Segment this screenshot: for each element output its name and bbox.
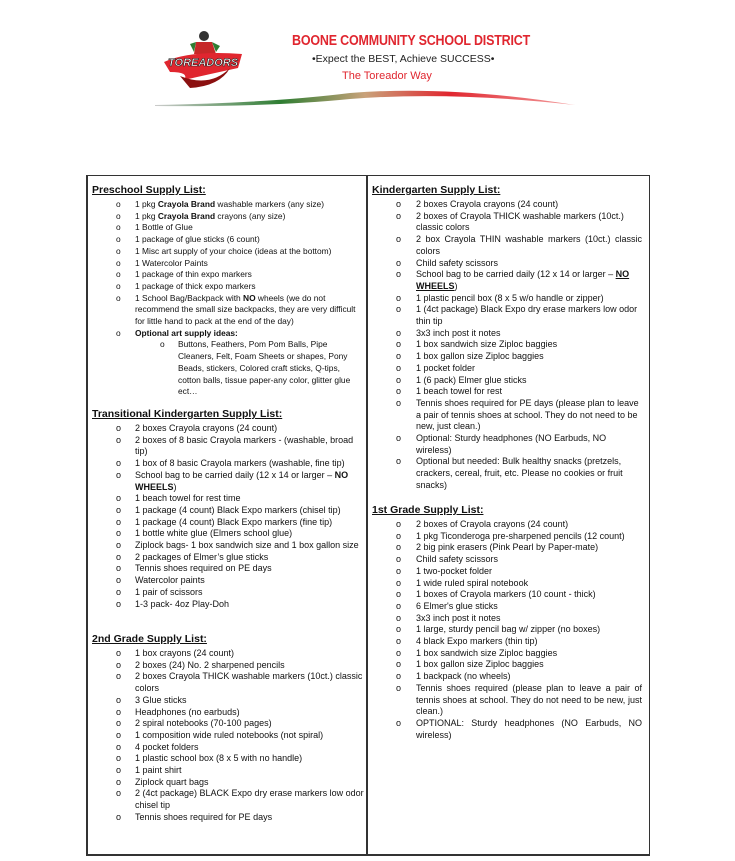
item-text: 1 (4ct package) Black Expo dry erase markers low odor thin tip [416,304,638,327]
list-item [372,589,642,601]
bullet-icon: o [116,257,121,268]
kindergarten-section [372,184,642,492]
item-text: 1 pkg Ticonderoga pre-sharpened pencils (12 count) [416,530,625,541]
second-grade-section [92,633,364,824]
section-title: 1st Grade Supply List: [372,504,484,516]
bullet-icon: o [396,210,402,221]
list-item [92,423,364,435]
item-text: 2 boxes of 8 basic Crayola markers - (washable, broad tip) [135,434,354,457]
svg-text:TOREADORS: TOREADORS [168,57,239,69]
toreadors-logo [160,28,245,90]
list-item [372,234,642,257]
bullet-icon: o [116,504,122,515]
list-item [92,246,364,258]
list-item [92,765,364,777]
item-text: 1 composition wide ruled notebooks (not spiral) [135,729,324,740]
bullet-icon: o [396,682,402,693]
item-text: Ziplock quart bags [135,776,209,787]
bullet-icon: o [116,434,122,445]
item-text: 6 Elmer's glue sticks [416,600,498,611]
bullet-icon: o [396,612,402,623]
item-text: Tennis shoes required for PE days [135,811,273,822]
bullet-icon: o [116,528,122,539]
list-item [92,258,364,270]
list-item [372,636,642,648]
bullet-icon: o [116,648,122,658]
bullet-icon: o [396,339,402,350]
bullet-icon: o [396,636,402,647]
item-text: 1 box gallon size Ziploc baggies [416,351,544,362]
list-item [92,788,364,811]
bullet-icon: o [116,788,122,799]
list-item [92,211,364,223]
item-text: 1 box crayons (24 count) [135,648,235,658]
bullet-icon: o [396,327,402,338]
item-text: 2 (4ct package) BLACK Expo dry erase markers low odor chisel tip [135,788,364,811]
item-text: 1 Watercolor Paints [135,257,208,268]
list-item [92,293,364,328]
list-item [372,601,642,613]
bullet-icon: o [396,671,402,682]
district-motto: •Expect the BEST, Achieve SUCCESS• [312,53,495,65]
list-item [92,458,364,470]
list-item [92,339,364,398]
list-item [372,531,642,543]
item-text: Buttons, Feathers, Pom Pom Balls, Pipe Cleaners, Felt, Foam Sheets or shapes, Pony Beads, stickers, Colored craft sticks, Q-tips, cotton balls, tissue paper-any color, glitter glue ect… [178,339,351,397]
list-item [372,304,642,327]
bullet-icon: o [396,304,402,315]
item-text: 1 package of thin expo markers [135,269,252,280]
list-item [372,375,642,387]
list-item [372,398,642,433]
bullet-icon: o [396,351,402,362]
item-text: Optional but needed: Bulk healthy snacks (pretzels, crackers, cereal, fruit, etc. Please no cookies or fruit snacks) [416,456,623,490]
decorative-swoosh [150,85,580,115]
item-text: 2 spiral notebooks (70-100 pages) [135,718,272,729]
item-text: 1 box of 8 basic Crayola markers (washable, fine tip) [135,458,345,469]
bullet-icon: o [116,280,121,291]
first-grade-section [372,504,642,741]
bullet-icon: o [396,456,402,467]
bullet-icon: o [116,694,122,705]
bullet-icon: o [116,753,122,764]
list-item [372,351,642,363]
list-item [372,339,642,351]
item-text: 1 boxes of Crayola markers (10 count - thick) [416,589,596,600]
bullet-icon: o [396,374,402,385]
list-item [372,683,642,718]
item-text: Tennis shoes required (please plan to leave a pair of tennis shoes at school. They do not need to be new, just clean.) [416,682,642,717]
section-title: Preschool Supply List: [92,184,206,196]
list-item [372,386,642,398]
list-item [372,578,642,590]
bullet-icon: o [116,776,122,787]
list-item [92,528,364,540]
list-item [92,470,364,493]
item-text: 1 package (4 count) Black Expo markers (fine tip) [135,516,333,527]
item-text: 1 package of glue sticks (6 count) [135,234,260,245]
item-text: Watercolor paints [135,575,205,586]
list-item [92,707,364,719]
item-text: Tennis shoes required on PE days [135,563,272,574]
list-item [372,624,642,636]
bullet-icon: o [396,269,402,280]
section-title: Transitional Kindergarten Supply List: [92,408,283,420]
item-text: Ziplock bags- 1 box sandwich size and 1 box gallon size [135,540,359,551]
bullet-icon: o [116,575,122,586]
bullet-icon: o [396,433,402,444]
list-item [372,199,642,211]
bullet-icon: o [116,210,121,221]
column-divider [366,175,368,855]
list-item [372,269,642,292]
bullet-icon: o [396,554,402,565]
bullet-icon: o [396,577,402,588]
list-item [92,222,364,234]
bullet-icon: o [396,624,402,635]
bullet-icon: o [116,718,122,729]
bullet-icon: o [396,257,402,268]
bullet-icon: o [116,586,122,597]
list-item [92,199,364,211]
list-item [92,563,364,575]
list-item [92,517,364,529]
bullet-icon: o [116,458,122,469]
list-item [372,519,642,531]
item-text: 3 Glue sticks [135,694,187,705]
item-text: 1-3 pack- 4oz Play-Doh [135,598,230,609]
item-text: 2 boxes of Crayola crayons (24 count) [416,519,569,529]
item-text: 2 boxes (24) No. 2 sharpened pencils [135,659,285,670]
list-item [92,753,364,765]
list-item [372,293,642,305]
bullet-icon: o [116,245,121,256]
list-item [92,671,364,694]
item-text: 1 paint shirt [135,765,182,776]
bullet-icon: o [160,339,165,350]
item-text: 4 pocket folders [135,741,199,752]
item-text: 2 boxes of Crayola THICK washable markers (10ct.) classic colors [416,210,624,233]
item-text: Tennis shoes required for PE days (please plan to leave a pair of tennis shoes at school. They do not need to be new, just clean.) [416,397,639,432]
list-item [92,599,364,611]
bullet-icon: o [116,811,122,822]
bullet-icon: o [116,551,122,562]
bullet-icon: o [396,717,402,728]
item-text: 1 box sandwich size Ziploc baggies [416,647,558,658]
bullet-icon: o [116,671,122,682]
list-item [372,648,642,660]
bullet-icon: o [396,565,402,576]
bullet-icon: o [396,234,402,245]
item-text: Child safety scissors [416,554,499,565]
list-item [92,660,364,672]
preschool-section [92,184,364,398]
bullet-icon: o [116,469,122,480]
item-text: 1 wide ruled spiral notebook [416,577,529,588]
item-text: 2 packages of Elmer’s glue sticks [135,551,269,562]
list-item [92,587,364,599]
bullet-icon: o [116,199,121,209]
list-item [372,718,642,741]
item-text: Optional art supply ideas: [135,327,238,338]
list-item [92,505,364,517]
item-text: 1 pocket folder [416,362,476,373]
list-item [92,742,364,754]
item-text: 1 Misc art supply of your choice (ideas at the bottom) [135,245,332,256]
bullet-icon: o [116,659,122,670]
item-text: 1 pkg Crayola Brand crayons (any size) [135,210,286,221]
item-text: 1 School Bag/Backpack with NO wheels (we do not recommend the small size backpacks, they are very difficult for little hand to pack at the end of the day) [135,292,356,327]
bullet-icon: o [396,519,402,529]
bullet-icon: o [116,598,122,609]
bullet-icon: o [396,600,402,611]
list-item [92,328,364,340]
item-text: 2 big pink erasers (Pink Pearl by Paper-mate) [416,542,599,553]
item-text: 2 boxes Crayola THICK washable markers (10ct.) classic colors [135,671,363,694]
bullet-icon: o [396,362,402,373]
item-text: School bag to be carried daily (12 x 14 or larger – NO WHEELS) [416,269,630,291]
list-item [372,566,642,578]
bullet-icon: o [116,222,121,233]
bullet-icon: o [396,542,402,553]
item-text: 1 plastic school box (8 x 5 with no handle) [135,753,303,764]
item-text: 1 pair of scissors [135,586,203,597]
item-text: 4 black Expo markers (thin tip) [416,636,538,647]
item-text: 1 beach towel for rest time [135,493,241,504]
item-text: 3x3 inch post it notes [416,327,501,338]
item-text: 1 pkg Crayola Brand washable markers (any size) [135,199,324,209]
bullet-icon: o [116,765,122,776]
item-text: 1 plastic pencil box (8 x 5 w/o handle or zipper) [416,292,604,303]
section-title: 2nd Grade Supply List: [92,633,207,645]
bullet-icon: o [396,397,402,408]
item-text: 1 two-pocket folder [416,565,493,576]
list-item [372,613,642,625]
list-item [92,718,364,730]
item-text: 1 package (4 count) Black Expo markers (chisel tip) [135,504,341,515]
bullet-icon: o [396,199,402,209]
item-text: 1 beach towel for rest [416,386,503,397]
list-item [92,540,364,552]
list-item [92,648,364,660]
bullet-icon: o [396,530,402,541]
list-item [372,363,642,375]
list-item [92,234,364,246]
item-text: 2 boxes Crayola crayons (24 count) [135,423,278,433]
item-text: 1 (6 pack) Elmer glue sticks [416,374,527,385]
item-text: School bag to be carried daily (12 x 14 or larger – NO WHEELS) [135,469,349,492]
list-item [372,554,642,566]
list-item [372,542,642,554]
list-item [372,433,642,456]
item-text: 1 backpack (no wheels) [416,671,511,682]
list-item [92,435,364,458]
item-text: 2 boxes Crayola crayons (24 count) [416,199,559,209]
item-text: 1 bottle white glue (Elmers school glue) [135,528,293,539]
list-item [92,281,364,293]
bullet-icon: o [116,706,122,717]
list-item [92,730,364,742]
bullet-icon: o [116,493,122,504]
item-text: 1 large, sturdy pencil bag w/ zipper (no boxes) [416,624,601,635]
transitional-kindergarten-section [92,408,364,610]
bullet-icon: o [396,589,402,600]
item-text: Optional: Sturdy headphones (NO Earbuds, NO wireless) [416,433,607,455]
list-item [92,695,364,707]
bullet-icon: o [116,327,121,338]
list-item [92,812,364,824]
bullet-icon: o [116,423,122,433]
item-text: Child safety scissors [416,257,499,268]
section-title: Kindergarten Supply List: [372,184,501,196]
bullet-icon: o [116,516,122,527]
item-text: Headphones (no earbuds) [135,706,240,717]
bullet-icon: o [116,292,121,303]
list-item [92,269,364,281]
bullet-icon: o [396,386,402,397]
bullet-icon: o [396,659,402,670]
list-item [92,575,364,587]
district-name: BOONE COMMUNITY SCHOOL DISTRICT [292,33,531,49]
item-text: 1 box gallon size Ziploc baggies [416,659,544,670]
item-text: OPTIONAL: Sturdy headphones (NO Earbuds, NO wireless) [416,717,642,740]
bullet-icon: o [116,234,121,245]
item-text: 3x3 inch post it notes [416,612,501,623]
item-text: 1 Bottle of Glue [135,222,193,233]
list-item [92,552,364,564]
item-text: 2 box Crayola THIN washable markers (10ct.) classic colors [416,234,642,256]
district-tagline: The Toreador Way [342,70,432,82]
bullet-icon: o [116,563,122,574]
bullet-icon: o [396,292,402,303]
list-item [372,328,642,340]
list-item [372,659,642,671]
list-item [92,777,364,789]
list-item [372,671,642,683]
list-item [372,258,642,270]
item-text: 1 box sandwich size Ziploc baggies [416,339,558,350]
item-text: 1 package of thick expo markers [135,280,256,291]
list-item [372,211,642,234]
list-item [372,456,642,491]
bullet-icon: o [116,540,122,551]
list-item [92,493,364,505]
bullet-icon: o [116,741,122,752]
bullet-icon: o [116,729,122,740]
bullet-icon: o [116,269,121,280]
bullet-icon: o [396,647,402,658]
